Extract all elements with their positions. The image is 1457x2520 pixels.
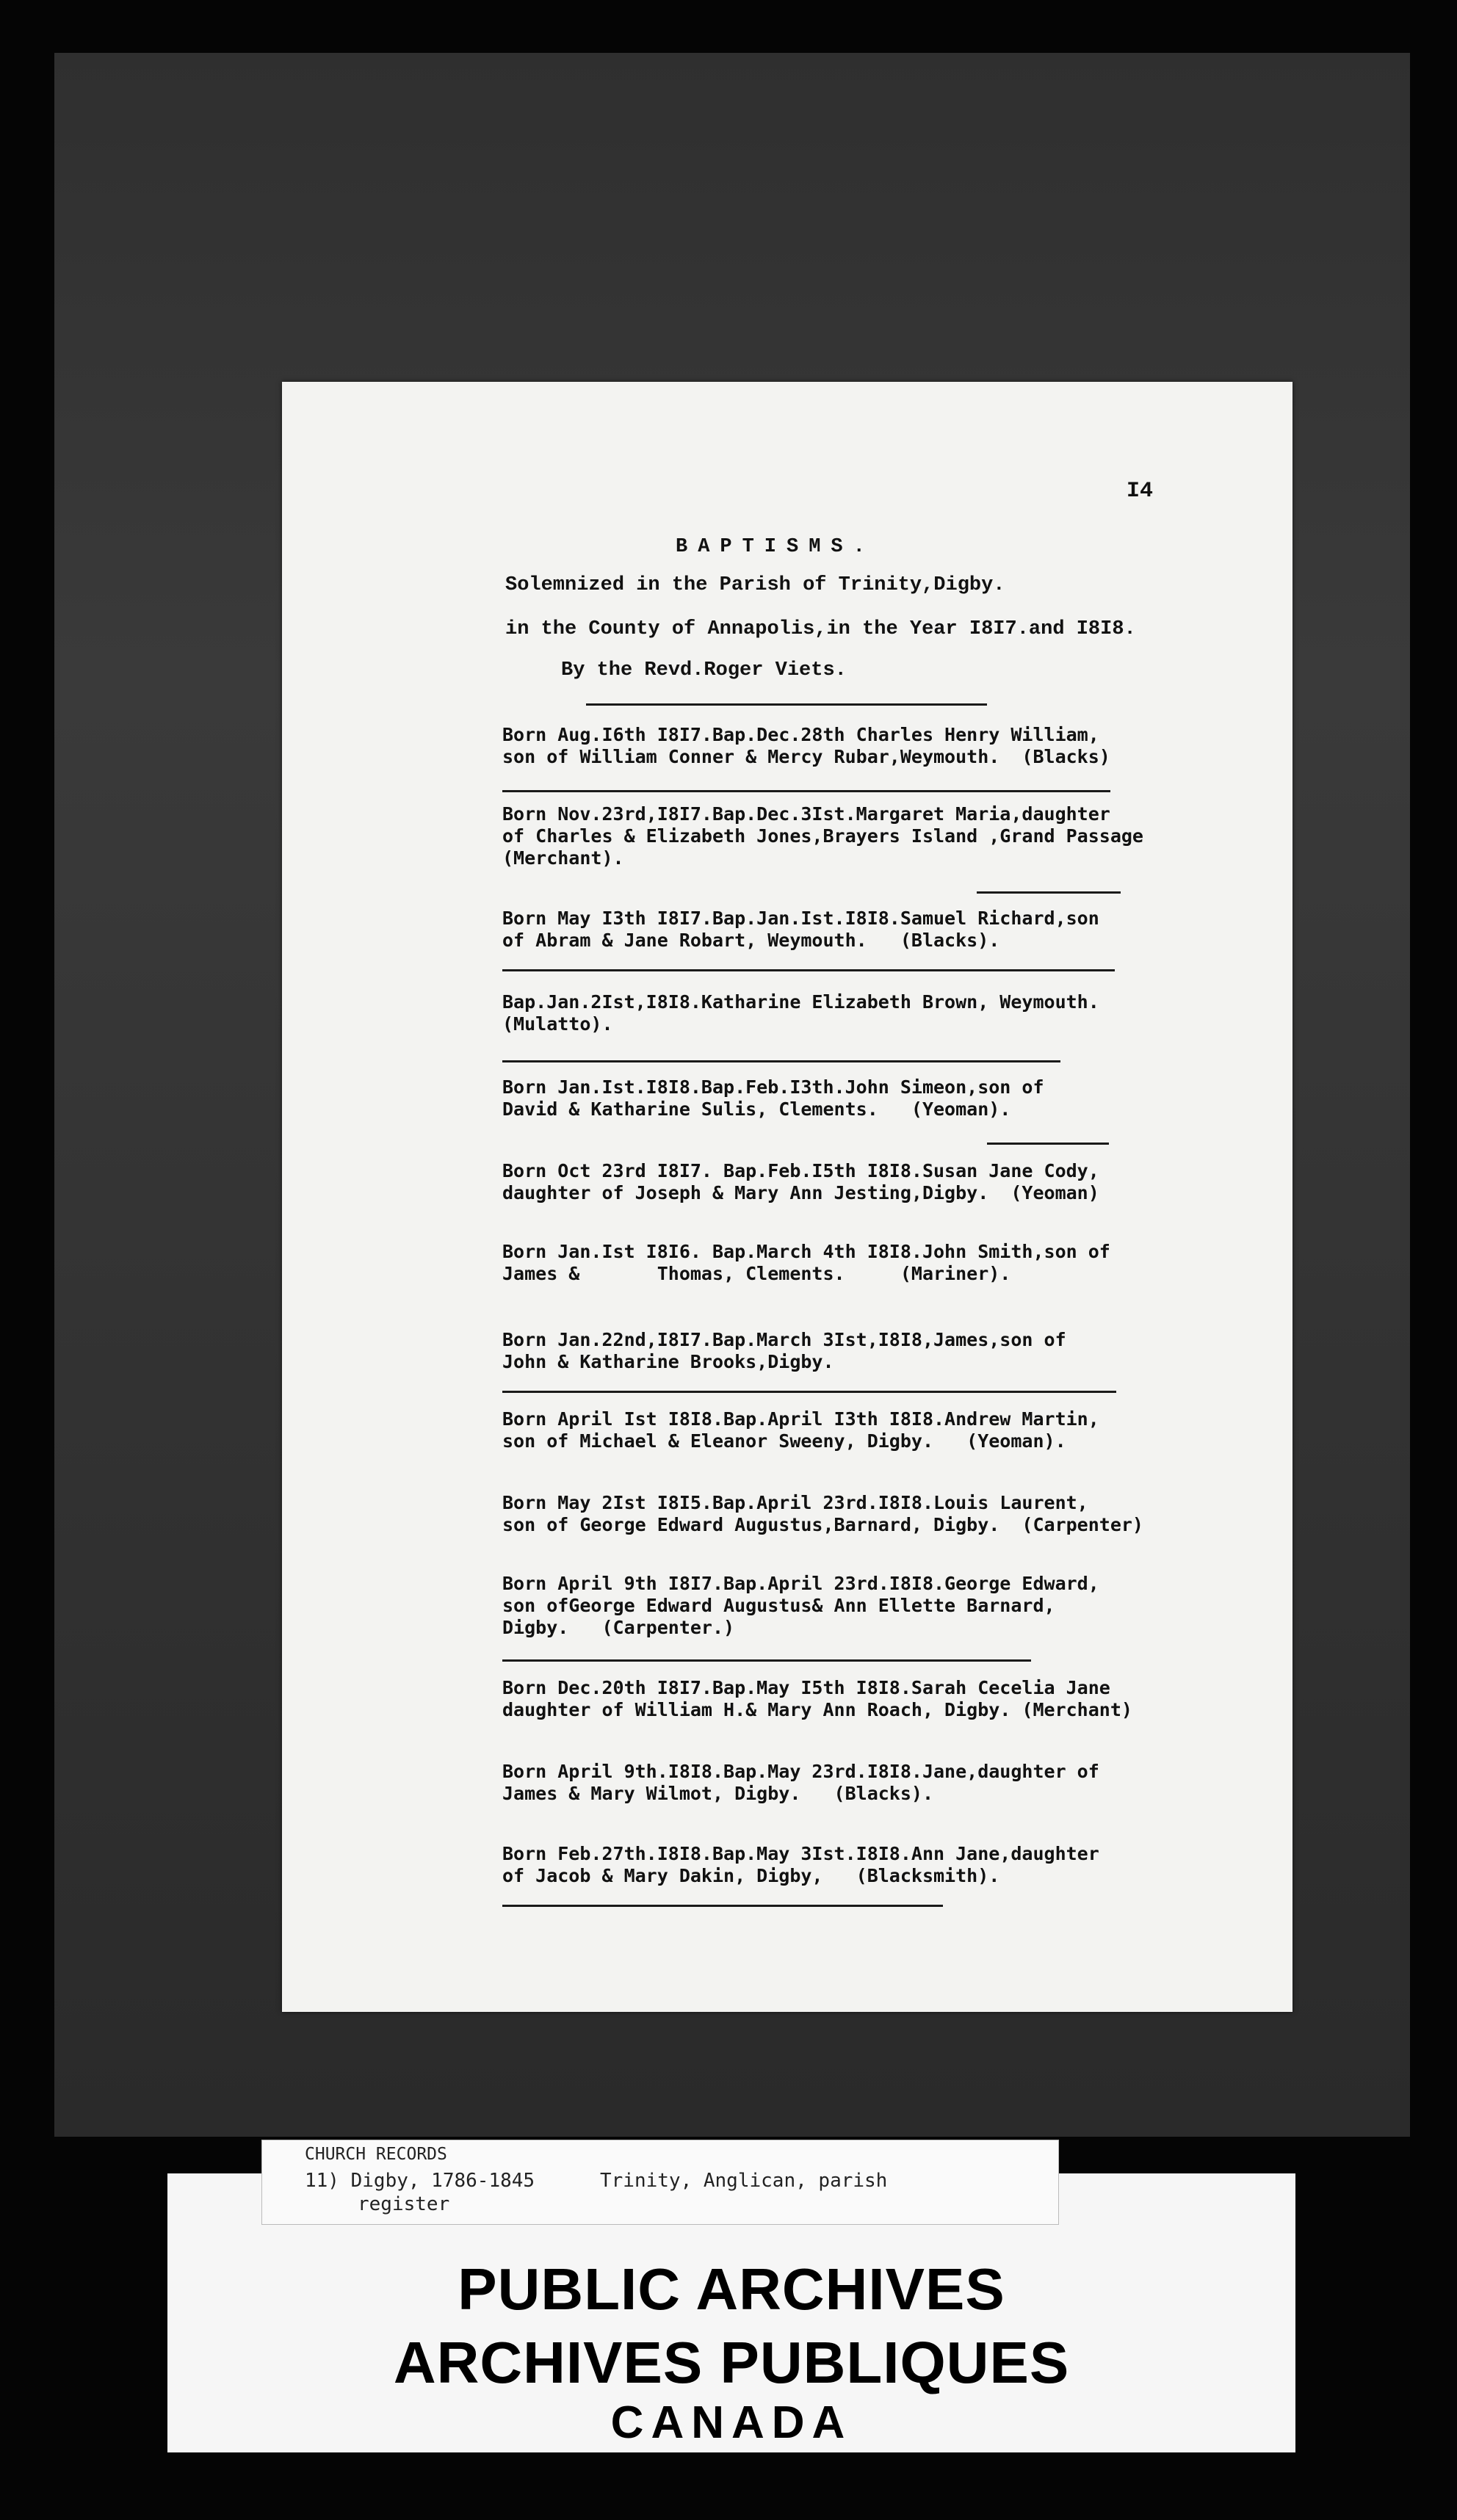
entry-text: Born April Ist I8I8.Bap.April I3th I8I8.Andrew Martin, son of Michael & Eleanor Sweeny, Digby. (Yeoman). <box>502 1408 1099 1452</box>
subheading-parish: Solemnized in the Parish of Trinity,Digby. <box>505 574 1005 596</box>
subheading-county: in the County of Annapolis,in the Year I8I7.and I8I8. <box>505 618 1136 640</box>
entry-text: Born Jan.Ist I8I6. Bap.March 4th I8I8.John Smith,son of James & Thomas, Clements. (Mariner). <box>502 1241 1110 1284</box>
baptism-entry <box>502 1761 1281 1805</box>
entry-rule <box>502 969 1115 971</box>
page-number: I4 <box>1127 479 1154 504</box>
page-title: BAPTISMS. <box>676 536 875 558</box>
baptism-entry <box>502 1241 1281 1285</box>
baptism-entry <box>502 1573 1281 1639</box>
entry-text: Born Dec.20th I8I7.Bap.May I5th I8I8.Sarah Cecelia Jane daughter of William H.& Mary Ann Roach, Digby. (Merchant) <box>502 1677 1132 1720</box>
entry-text: Bap.Jan.2Ist,I8I8.Katharine Elizabeth Brown, Weymouth. (Mulatto). <box>502 991 1099 1035</box>
baptism-entry <box>502 1160 1281 1204</box>
entry-text: Born Nov.23rd,I8I7.Bap.Dec.3Ist.Margaret Maria,daughter of Charles & Elizabeth Jones,Brayers Island ,Grand Passage (Merchant). <box>502 803 1143 869</box>
entry-text: Born Jan.22nd,I8I7.Bap.March 3Ist,I8I8,James,son of John & Katharine Brooks,Digby. <box>502 1329 1066 1372</box>
entry-text: Born April 9th I8I7.Bap.April 23rd.I8I8.George Edward, son ofGeorge Edward Augustus& Ann Ellette Barnard, Digby. (Carpenter.) <box>502 1573 1099 1638</box>
label-location: 11) Digby, 1786-1845 <box>305 2170 535 2192</box>
baptism-entry <box>502 1843 1281 1887</box>
footer-canada: CANADA <box>610 2397 853 2448</box>
entry-text: Born May 2Ist I8I5.Bap.April 23rd.I8I8.Louis Laurent, son of George Edward Augustus,Barnard, Digby. (Carpenter) <box>502 1492 1143 1535</box>
entry-text: Born April 9th.I8I8.Bap.May 23rd.I8I8.Jane,daughter of James & Mary Wilmot, Digby. (Blacks). <box>502 1761 1099 1804</box>
entry-text: Born Aug.I6th I8I7.Bap.Dec.28th Charles Henry William, son of William Conner & Mercy Rubar,Weymouth. (Blacks) <box>502 724 1110 767</box>
baptism-entry <box>502 1492 1281 1536</box>
baptism-entry <box>502 908 1281 952</box>
baptism-entry <box>502 1408 1281 1452</box>
entry-text: Born Oct 23rd I8I7. Bap.Feb.I5th I8I8.Susan Jane Cody, daughter of Joseph & Mary Ann Jesting,Digby. (Yeoman) <box>502 1160 1099 1203</box>
entry-rule <box>987 1143 1109 1145</box>
baptism-entry <box>502 803 1281 869</box>
entry-text: Born Jan.Ist.I8I8.Bap.Feb.I3th.John Simeon,son of David & Katharine Sulis, Clements. (Yeoman). <box>502 1076 1044 1120</box>
entry-rule <box>502 1659 1031 1662</box>
baptism-entry <box>502 1329 1281 1373</box>
entry-rule <box>977 891 1121 894</box>
entry-text: Born May I3th I8I7.Bap.Jan.Ist.I8I8.Samuel Richard,son of Abram & Jane Robart, Weymouth. (Blacks). <box>502 908 1099 951</box>
baptism-entry <box>502 991 1281 1035</box>
label-series: CHURCH RECORDS <box>305 2145 447 2164</box>
register-page <box>282 382 1292 2012</box>
footer-public-archives: PUBLIC ARCHIVES <box>458 2256 1005 2322</box>
baptism-entry <box>502 1076 1281 1120</box>
subheading-minister: By the Revd.Roger Viets. <box>561 659 847 681</box>
entry-rule <box>502 1905 943 1907</box>
entry-rule <box>502 1060 1060 1062</box>
entry-rule <box>502 1391 1116 1393</box>
collection-label <box>261 2140 1059 2225</box>
baptism-entry <box>502 724 1281 768</box>
footer-archives-publiques: ARCHIVES PUBLIQUES <box>393 2330 1070 2395</box>
entry-rule <box>502 790 1110 792</box>
header-rule <box>586 703 987 706</box>
label-church: Trinity, Anglican, parish <box>600 2170 888 2192</box>
label-type: register <box>358 2193 450 2215</box>
baptism-entry <box>502 1677 1281 1721</box>
entry-text: Born Feb.27th.I8I8.Bap.May 3Ist.I8I8.Ann Jane,daughter of Jacob & Mary Dakin, Digby, (Blacksmith). <box>502 1843 1099 1886</box>
